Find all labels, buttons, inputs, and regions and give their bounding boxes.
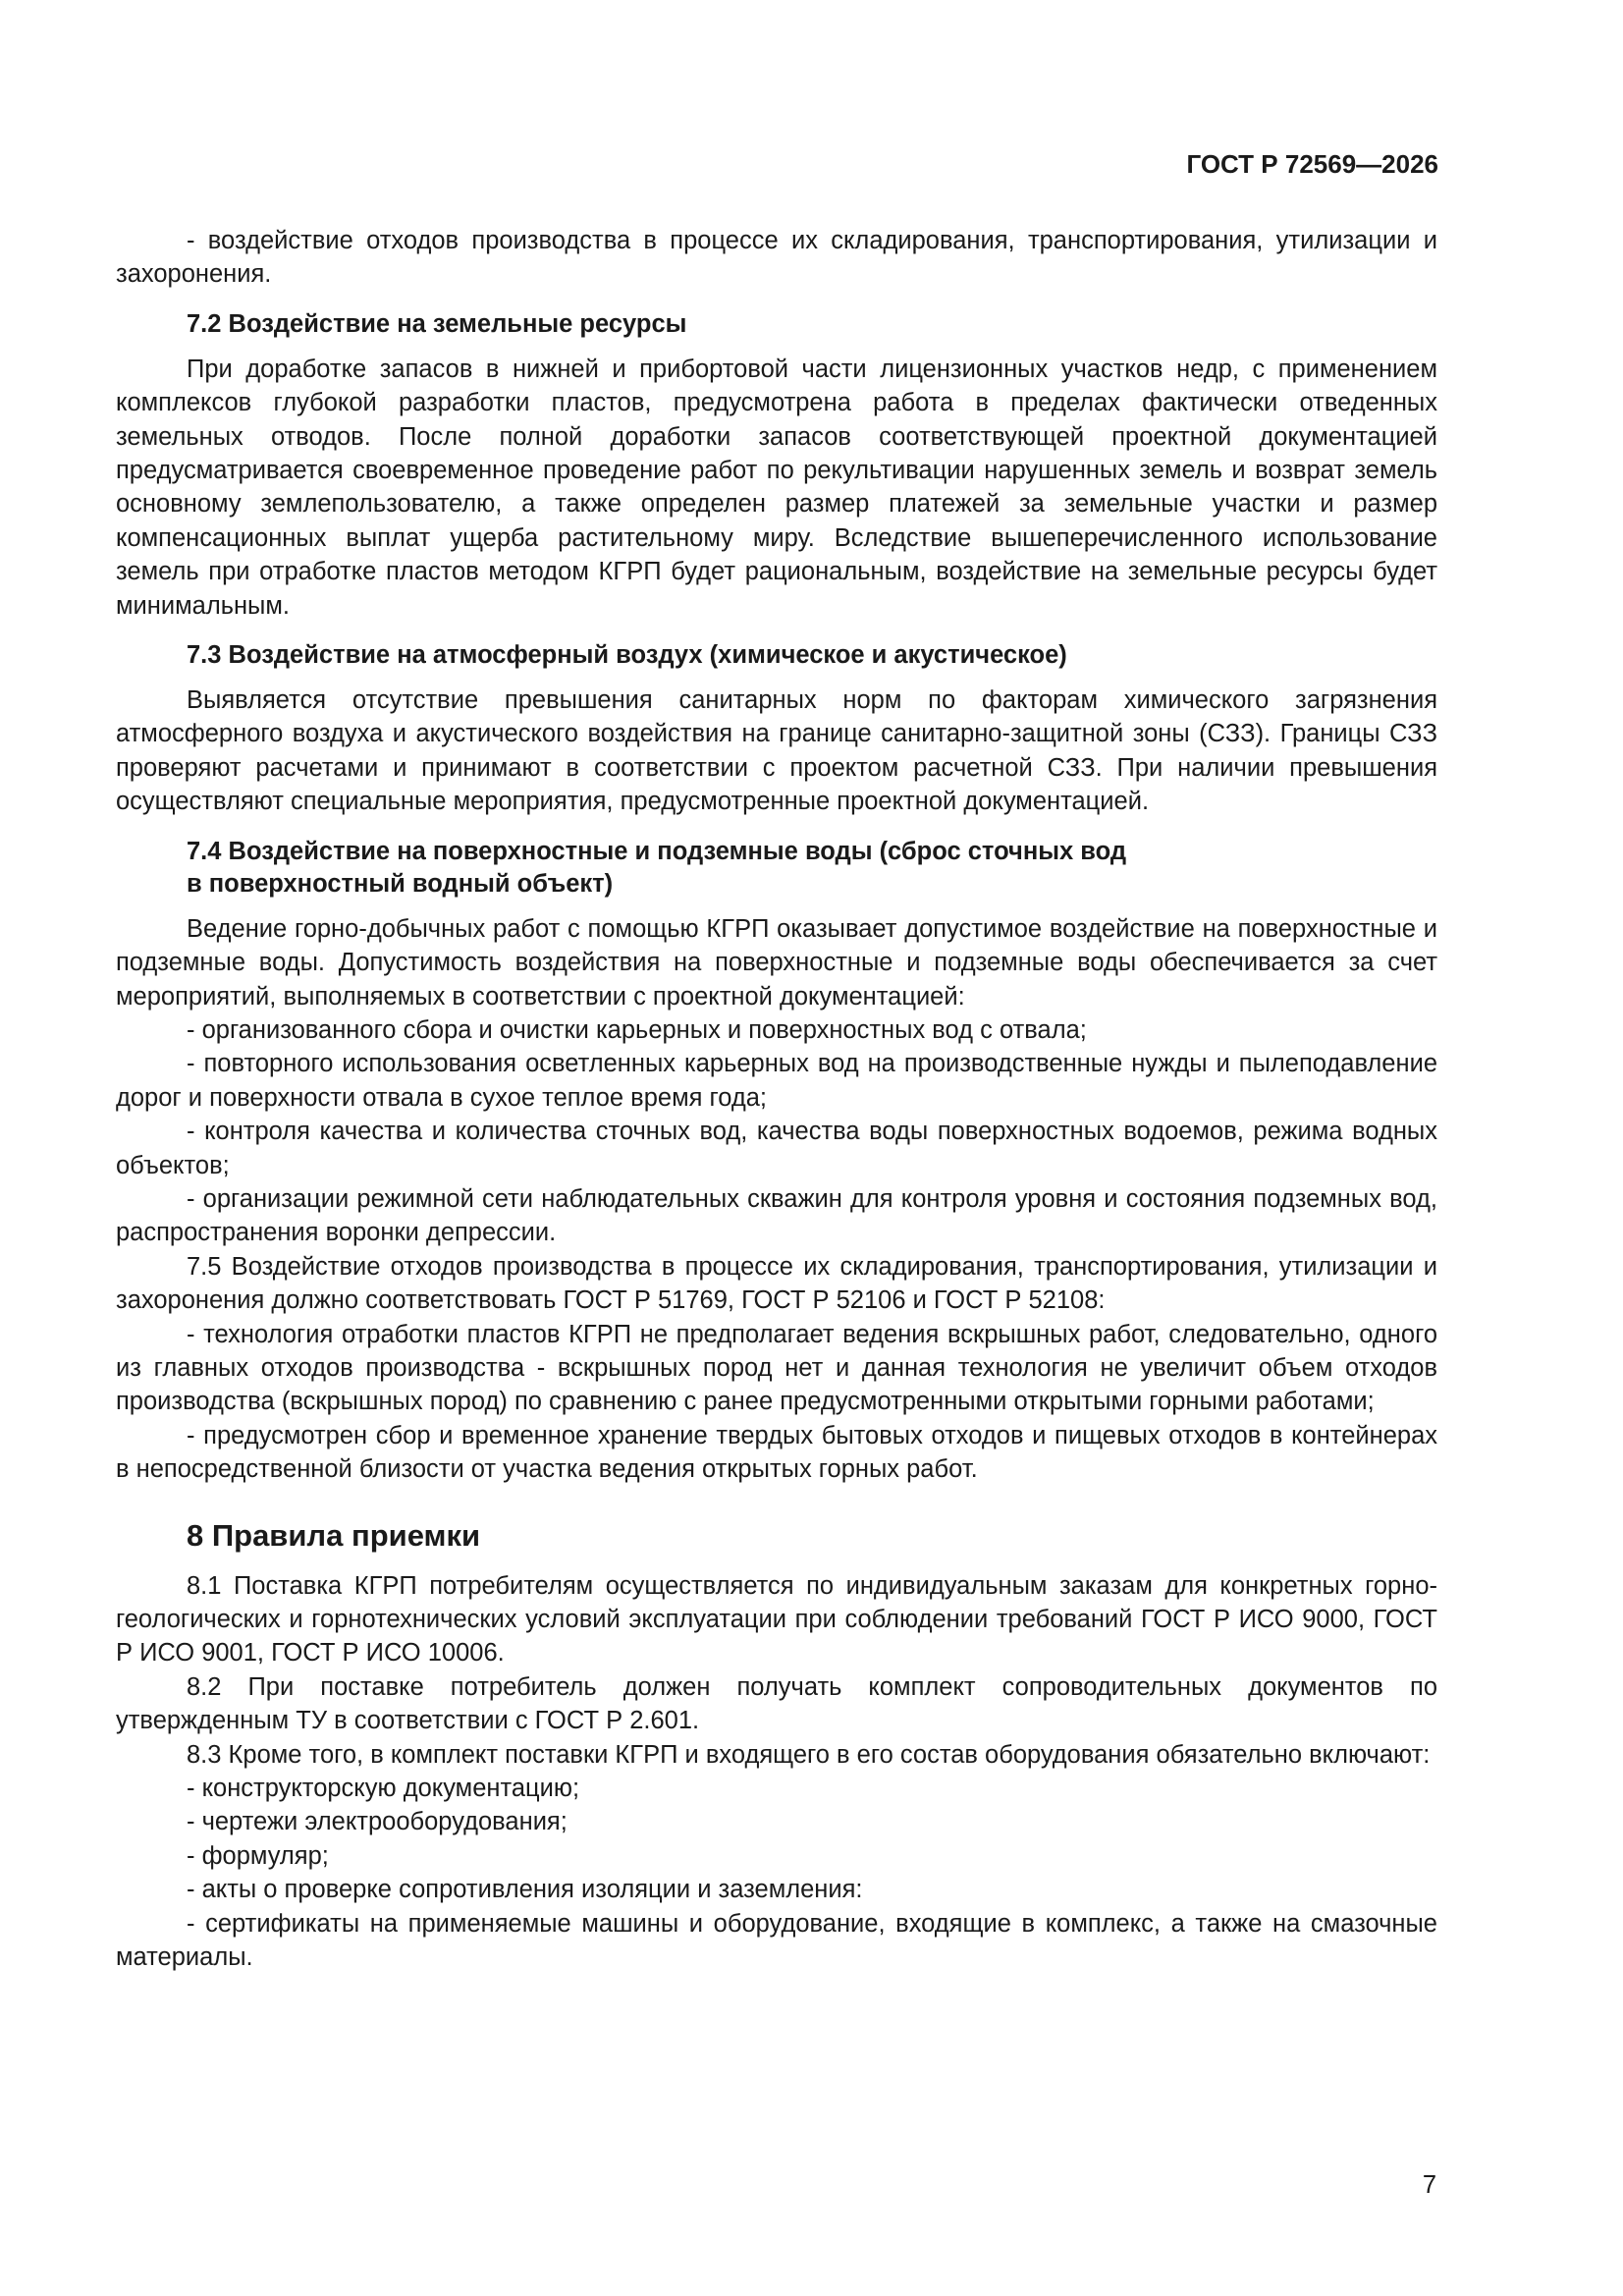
section-7-5-text: 7.5 Воздействие отходов производства в процессе их складирования, транспортирования, утилизации и захоронения должно соответствовать ГОСТ Р 51769, ГОСТ Р 52106 и ГОСТ Р 52108: [116, 1252, 1437, 1315]
list-item: - сертификаты на применяемые машины и оборудование, входящие в комплекс, а также на смазочные материалы. [116, 1909, 1437, 1972]
section-7-4-text: Ведение горно-добычных работ с помощью КГРП оказывает допустимое воздействие на поверхностные и подземные воды. Допустимость воздействия на поверхностные и подземные воды обеспечивается за счет мероприятий, выполняемых в соответствии с проектной документацией: [116, 914, 1437, 1011]
paragraph-intro: - воздействие отходов производства в процессе их складирования, транспортирования, утилизации и захоронения. [116, 227, 1437, 289]
section-8-1-text: 8.1 Поставка КГРП потребителям осуществляется по индивидуальным заказам для конкретных горно-геологических и горнотехнических условий эксплуатации при соблюдении требований ГОСТ Р ИСО 9000, ГОСТ Р ИСО 9001, ГОСТ Р ИСО 10006. [116, 1571, 1437, 1667]
section-8-heading: 8 Правила приемки [187, 1517, 481, 1553]
page-number: 7 [1422, 2171, 1436, 2199]
section-7-3-text: Выявляется отсутствие превышения санитарных норм по факторам химического загрязнения атмосферного воздуха и акустического воздействия на границе санитарно-защитной зоны (СЗЗ). Границы СЗЗ проверяют расчетами и принимают в соответствии с проектом расчетной СЗЗ. При наличии превышения осуществляют специальные мероприятия, предусмотренные проектной документацией. [116, 686, 1437, 816]
list-item: - технология отработки пластов КГРП не предполагает ведения вскрышных работ, следовательно, одного из главных отходов производства - вскрышных пород нет и данная технология не увеличит объем отходов производства (вскрышных пород) по сравнению с ранее предусмотренными открытыми горными работами; [116, 1320, 1437, 1416]
document-body [116, 224, 1437, 1974]
section-7-4-heading-line2: в поверхностный водный объект) [187, 869, 614, 898]
section-7-2-text: При доработке запасов в нижней и прибортовой части лицензионных участков недр, с применением комплексов глубокой разработки пластов, предусмотрена работа в пределах фактически отведенных земельных отводов. После полной доработки запасов соответствующей проектной документацией предусматривается своевременное проведение работ по рекультивации нарушенных земель и возврат земель основному землепользователю, а также определен размер платежей за земельные участки и размер компенсационных выплат ущерба растительному миру. Вследствие вышеперечисленного использование земель при отработке пластов методом КГРП будет рациональным, воздействие на земельные ресурсы будет минимальным. [116, 355, 1437, 620]
list-item: - повторного использования осветленных карьерных вод на производственные нужды и пылеподавление дорог и поверхности отвала в сухое теплое время года; [116, 1050, 1437, 1112]
list-item: - акты о проверке сопротивления изоляции и заземления: [187, 1876, 863, 1904]
list-item: - организации режимной сети наблюдательных скважин для контроля уровня и состояния подземных вод, распространения воронки депрессии. [116, 1184, 1437, 1247]
list-item: - организованного сбора и очистки карьерных и поверхностных вод с отвала; [187, 1015, 1087, 1044]
section-7-2-heading: 7.2 Воздействие на земельные ресурсы [187, 309, 687, 338]
section-8-3-text: 8.3 Кроме того, в комплект поставки КГРП и входящего в его состав оборудования обязательно включают: [187, 1740, 1431, 1769]
section-8-2-text: 8.2 При поставке потребитель должен получать комплект сопроводительных документов по утвержденным ТУ в соответствии с ГОСТ Р 2.601. [116, 1672, 1437, 1735]
list-item: - контроля качества и количества сточных вод, качества воды поверхностных водоемов, режима водных объектов; [116, 1118, 1437, 1179]
section-7-3-heading: 7.3 Воздействие на атмосферный воздух (химическое и акустическое) [187, 641, 1067, 670]
section-7-4-heading-line1: 7.4 Воздействие на поверхностные и подземные воды (сброс сточных вод [187, 837, 1127, 865]
list-item: - предусмотрен сбор и временное хранение твердых бытовых отходов и пищевых отходов в контейнерах в непосредственной близости от участка ведения открытых горных работ. [116, 1421, 1437, 1484]
list-item: - чертежи электрооборудования; [187, 1808, 568, 1836]
list-item: - конструкторскую документацию; [187, 1775, 580, 1803]
list-item: - формуляр; [187, 1841, 329, 1870]
document-number-header: ГОСТ Р 72569—2026 [1186, 149, 1438, 179]
